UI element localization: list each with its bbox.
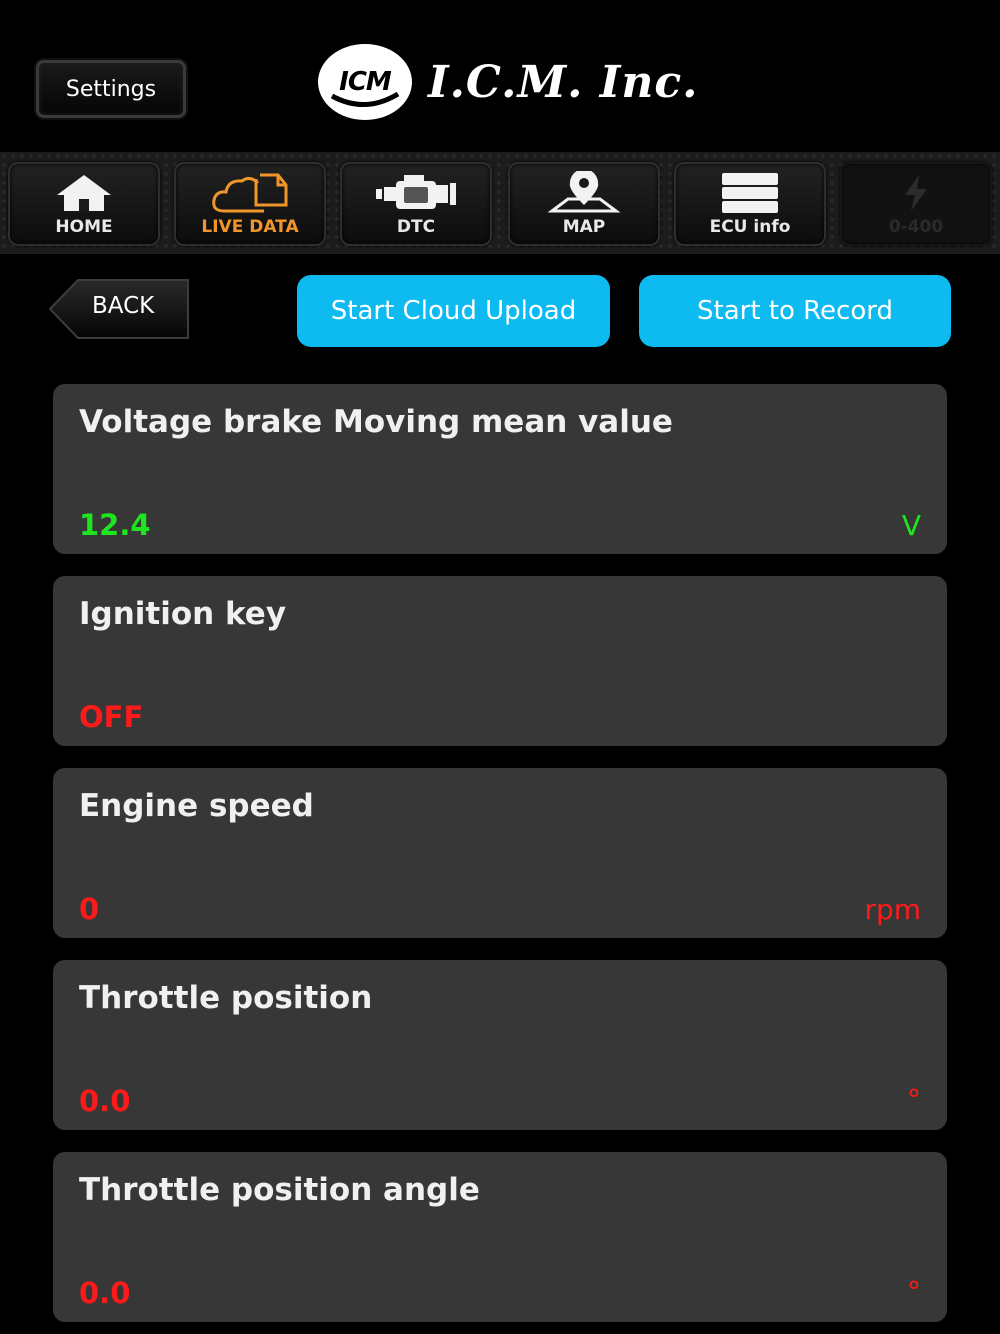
tab-home-label: HOME xyxy=(55,217,113,237)
start-cloud-upload-button[interactable] xyxy=(297,275,610,347)
ecu-icon xyxy=(718,171,782,215)
tab-ecu-info[interactable] xyxy=(674,162,826,246)
card-unit: V xyxy=(901,509,921,542)
card-value: 0 xyxy=(79,892,100,926)
lightning-icon xyxy=(901,171,931,215)
logo-wordmark: I.C.M. Inc. xyxy=(428,56,699,108)
main-tab-bar xyxy=(0,152,1000,254)
tab-0-400[interactable] xyxy=(840,162,992,246)
map-pin-icon xyxy=(546,171,622,215)
tab-0-400-label: 0-400 xyxy=(888,217,944,237)
card-title: Voltage brake Moving mean value xyxy=(79,404,673,440)
card-title: Ignition key xyxy=(79,596,287,632)
tab-map[interactable] xyxy=(508,162,660,246)
tab-map-label: MAP xyxy=(562,217,606,237)
settings-button[interactable] xyxy=(36,60,186,118)
data-card[interactable] xyxy=(53,384,947,554)
data-card[interactable] xyxy=(53,768,947,938)
card-value: 12.4 xyxy=(79,508,151,542)
data-card[interactable] xyxy=(53,576,947,746)
tab-dtc[interactable] xyxy=(340,162,492,246)
data-card[interactable] xyxy=(53,1152,947,1322)
cloud-upload-label: Start Cloud Upload xyxy=(330,296,577,326)
tab-dtc-label: DTC xyxy=(396,217,436,237)
card-unit: ° xyxy=(907,1083,921,1116)
record-label: Start to Record xyxy=(697,296,893,326)
card-value: 0.0 xyxy=(79,1084,131,1118)
back-button[interactable] xyxy=(48,279,190,339)
icm-logo-badge xyxy=(318,44,412,120)
engine-icon xyxy=(374,171,458,215)
tab-live-data[interactable] xyxy=(174,162,326,246)
card-value: OFF xyxy=(79,700,144,734)
card-unit: ° xyxy=(907,1275,921,1308)
tab-live-data-label: LIVE DATA xyxy=(201,217,299,237)
home-icon xyxy=(55,171,113,215)
brand-logo xyxy=(318,44,699,120)
card-title: Throttle position angle xyxy=(79,1172,480,1208)
data-card[interactable] xyxy=(53,960,947,1130)
tab-home[interactable] xyxy=(8,162,160,246)
cloud-file-icon xyxy=(210,171,290,215)
card-unit: rpm xyxy=(864,893,921,926)
card-title: Throttle position xyxy=(79,980,373,1016)
card-title: Engine speed xyxy=(79,788,314,824)
back-label: BACK xyxy=(92,293,155,319)
logo-badge-text: ICM xyxy=(339,67,391,97)
card-value: 0.0 xyxy=(79,1276,131,1310)
tab-ecu-info-label: ECU info xyxy=(709,217,791,237)
start-to-record-button[interactable] xyxy=(639,275,951,347)
settings-label: Settings xyxy=(65,76,157,102)
